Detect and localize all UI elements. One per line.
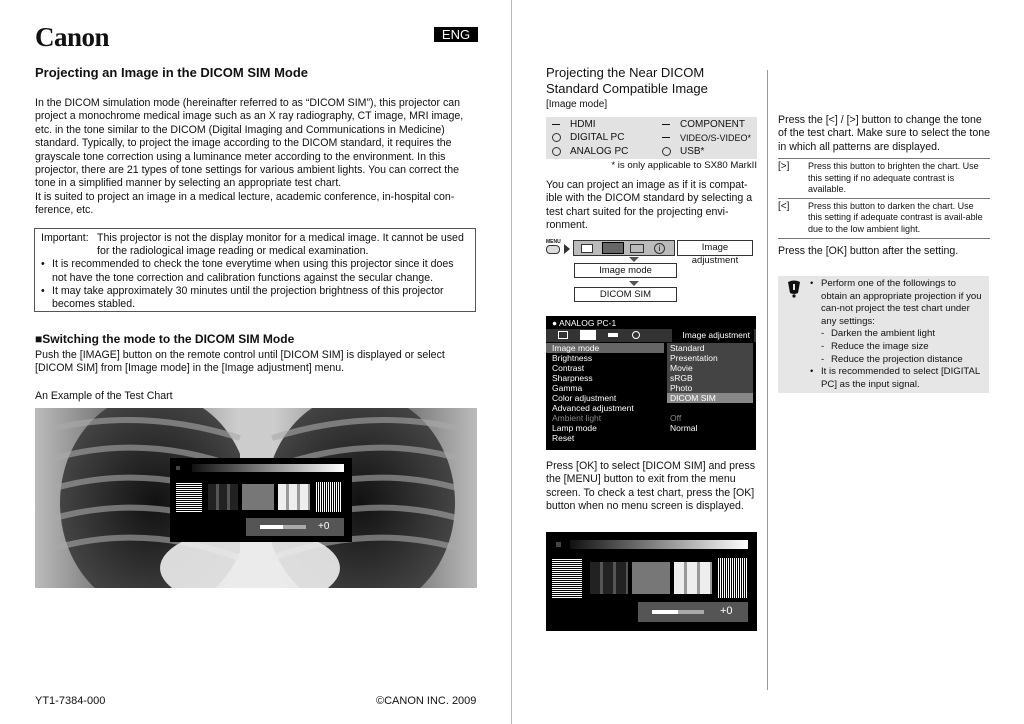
osd-tab-icon xyxy=(608,333,618,337)
button-desc: Press this button to darken the chart. Use this setting if adequate contrast is avail-able due to the low ambient light. xyxy=(808,200,983,234)
menu-tabs xyxy=(573,240,675,256)
level-bar xyxy=(652,610,704,614)
osd-option: Photo xyxy=(667,383,753,393)
osd-option: Presentation xyxy=(667,353,753,363)
mode-item xyxy=(550,118,596,131)
chart-value: +0 xyxy=(318,521,330,532)
osd-header: Image adjustment xyxy=(672,329,754,342)
mode-label: HDMI xyxy=(570,119,596,130)
mode-label: VIDEO/S-VIDEO* xyxy=(680,132,752,143)
osd-ambient-value: Off xyxy=(670,413,682,423)
line-pattern-right xyxy=(316,482,342,512)
section-title-near-dicom: Projecting the Near DICOM Standard Compatible Image xyxy=(546,65,708,96)
middle-body-1: You can project an image as if it is compat-ible with the DICOM standard by selecting a test chart suited for the projecting envi-ronment. xyxy=(546,179,753,232)
circle-icon xyxy=(552,147,561,156)
footer-copyright: ©CANON INC. 2009 xyxy=(376,695,477,707)
osd-dot-icon: ● xyxy=(552,318,558,328)
osd-item: Reset xyxy=(552,433,575,443)
line-pattern-left xyxy=(176,482,202,512)
button-table xyxy=(778,158,990,239)
column-rule xyxy=(767,70,768,690)
arrow-right-icon xyxy=(564,244,570,254)
mode-item xyxy=(550,131,624,144)
intro-paragraph: In the DICOM simulation mode (hereinafter referred to as “DICOM SIM”), this projector can project a monochrome medical image such as an X ray radiography, CT image, MRI image, etc. in the tone similar to the DICOM (Digital Imaging and Communications in Medicine) standard. Typically, to project the image according to the DICOM standard, it requires the grayscale tone correction using a luminance meter according to the environment. In this projector, there are 21 types of tone settings for various ambient lights. You can correct the tone in a simplified manner by selecting an appropriate test chart. xyxy=(35,97,464,190)
mid-patches xyxy=(242,484,274,510)
note-bullet: • Perform one of the followings to obtain an appropriate projection if you can-not project the test chart under any settings: xyxy=(810,278,983,328)
chart-marker xyxy=(556,542,561,547)
section-title: Switching the mode to the DICOM SIM Mode xyxy=(42,332,295,346)
button-key: [>] xyxy=(778,161,790,172)
language-badge: ENG xyxy=(434,27,478,42)
important-text: This projector is not the display monitor for a medical image. It cannot be used for the radiological image reading or medical examination. xyxy=(97,232,464,258)
menu-button-icon xyxy=(546,245,560,254)
menu-title-box: Image adjustment xyxy=(677,240,753,256)
osd-tab-bar xyxy=(546,329,756,342)
path-step-image-mode: Image mode xyxy=(574,263,677,278)
osd-option: sRGB xyxy=(667,373,753,383)
chart-value: +0 xyxy=(720,605,733,617)
line-pattern-left xyxy=(552,558,582,598)
mode-item xyxy=(660,145,704,158)
osd-item: Image mode xyxy=(552,343,600,353)
intro-paragraph-2: It is suited to project an image in a medical lecture, academic conference, in-hospital con-ference, etc. xyxy=(35,190,455,217)
tab-image-adjust-icon xyxy=(602,242,624,254)
page-divider xyxy=(511,0,512,724)
dash-icon xyxy=(660,132,672,144)
osd-item: Sharpness xyxy=(552,373,593,383)
mode-note: * is only applicable to SX80 MarkII xyxy=(611,160,757,171)
button-desc: Press this button to brighten the chart. Use this setting if no adequate contrast is available. xyxy=(808,161,979,195)
osd-item: Color adjustment xyxy=(552,393,617,403)
osd-menu xyxy=(546,316,756,450)
note-bullet: • It is recommended to select [DIGITAL PC] as the input signal. xyxy=(810,366,983,391)
dark-patches xyxy=(590,562,628,594)
line-pattern-right xyxy=(718,558,748,598)
chart-marker xyxy=(176,466,180,470)
circle-icon xyxy=(552,133,561,142)
important-bullet: • It may take approximately 30 minutes until the projection brightness of this projector becomes stabled. xyxy=(41,285,469,311)
value-panel xyxy=(638,602,748,622)
button-row xyxy=(778,199,990,239)
image-mode-label: [Image mode] xyxy=(546,99,608,110)
osd-source-label: ANALOG PC-1 xyxy=(559,318,617,328)
menu-path-diagram xyxy=(546,239,756,266)
grayscale-strip xyxy=(570,540,748,549)
arrow-down-icon xyxy=(629,281,639,286)
osd-item: Ambient light xyxy=(552,413,602,423)
osd-item: Lamp mode xyxy=(552,423,597,433)
button-key: [<] xyxy=(778,200,790,212)
mode-label: ANALOG PC xyxy=(570,146,629,157)
square-bullet-icon: ■ xyxy=(35,332,43,346)
mode-label: USB* xyxy=(680,146,705,157)
mode-table xyxy=(546,117,757,159)
tab-input-icon xyxy=(630,244,644,253)
page-title: Projecting an Image in the DICOM SIM Mode xyxy=(35,65,309,80)
caution-icon xyxy=(786,280,802,298)
osd-item: Gamma xyxy=(552,383,583,393)
note-box xyxy=(778,276,989,393)
mode-label: DIGITAL PC xyxy=(570,132,625,143)
dash-icon xyxy=(660,119,672,131)
osd-source xyxy=(552,318,616,328)
grayscale-strip xyxy=(192,464,344,472)
button-row xyxy=(778,159,990,199)
right-body-1: Press the [<] / [>] button to change the tone of the test chart. Make sure to select the tone in which all patterns are displayed. xyxy=(778,114,990,153)
osd-tab-icon xyxy=(580,330,596,340)
osd-option-selected: DICOM SIM xyxy=(667,393,753,403)
osd-option: Movie xyxy=(667,363,753,373)
light-patches xyxy=(278,484,310,510)
note-dash-item: - Reduce the image size xyxy=(810,341,983,354)
mode-item xyxy=(660,131,751,144)
important-bullet: • It is recommended to check the tone everytime when using this projector since it does not have the tone correction and calibration functions against the secular change. xyxy=(41,258,469,284)
section-heading xyxy=(35,332,294,346)
mode-label: COMPONENT xyxy=(680,119,745,130)
canon-logo: Canon xyxy=(35,22,110,52)
osd-option: Standard xyxy=(667,343,753,353)
value-panel xyxy=(246,518,344,536)
important-box xyxy=(34,228,476,312)
light-patches xyxy=(674,562,712,594)
xray-image xyxy=(35,408,477,588)
note-dash-item: - Reduce the projection distance xyxy=(810,354,983,367)
arrow-down-icon xyxy=(629,257,639,262)
footer-code: YT1-7384-000 xyxy=(35,695,106,707)
info-icon: i xyxy=(654,243,665,254)
mode-item xyxy=(550,145,628,158)
dash-icon xyxy=(550,119,562,131)
right-body-2: Press the [OK] button after the setting. xyxy=(778,245,959,257)
test-chart xyxy=(170,458,352,542)
mode-item xyxy=(660,118,745,131)
osd-tab-icon xyxy=(558,331,568,339)
osd-tab-icon xyxy=(632,331,640,339)
osd-item: Brightness xyxy=(552,353,593,363)
middle-body-2: Press [OK] to select [DICOM SIM] and press the [MENU] button to exit from the menu screen. To check a test chart, press the [OK] button when no menu screen is displayed. xyxy=(546,460,755,513)
section-body: Push the [IMAGE] button on the remote control until [DICOM SIM] is displayed or select [DICOM SIM] from [Image mode] in the [Image adjustment] menu. xyxy=(35,349,445,375)
important-label: Important: xyxy=(41,232,89,244)
level-bar xyxy=(260,525,306,529)
intro-text xyxy=(35,97,477,218)
mid-patches xyxy=(632,562,670,594)
osd-item: Advanced adjustment xyxy=(552,403,634,413)
osd-lamp-value: Normal xyxy=(670,423,698,433)
note-dash-item: - Darken the ambient light xyxy=(810,328,983,341)
menu-tag: MENU xyxy=(546,239,561,245)
tab-screen-icon xyxy=(581,244,593,253)
circle-icon xyxy=(662,147,671,156)
osd-item: Contrast xyxy=(552,363,585,373)
dark-patches xyxy=(208,484,238,510)
path-step-dicom-sim: DICOM SIM xyxy=(574,287,677,302)
example-title: An Example of the Test Chart xyxy=(35,390,173,402)
test-chart-large xyxy=(546,532,757,631)
